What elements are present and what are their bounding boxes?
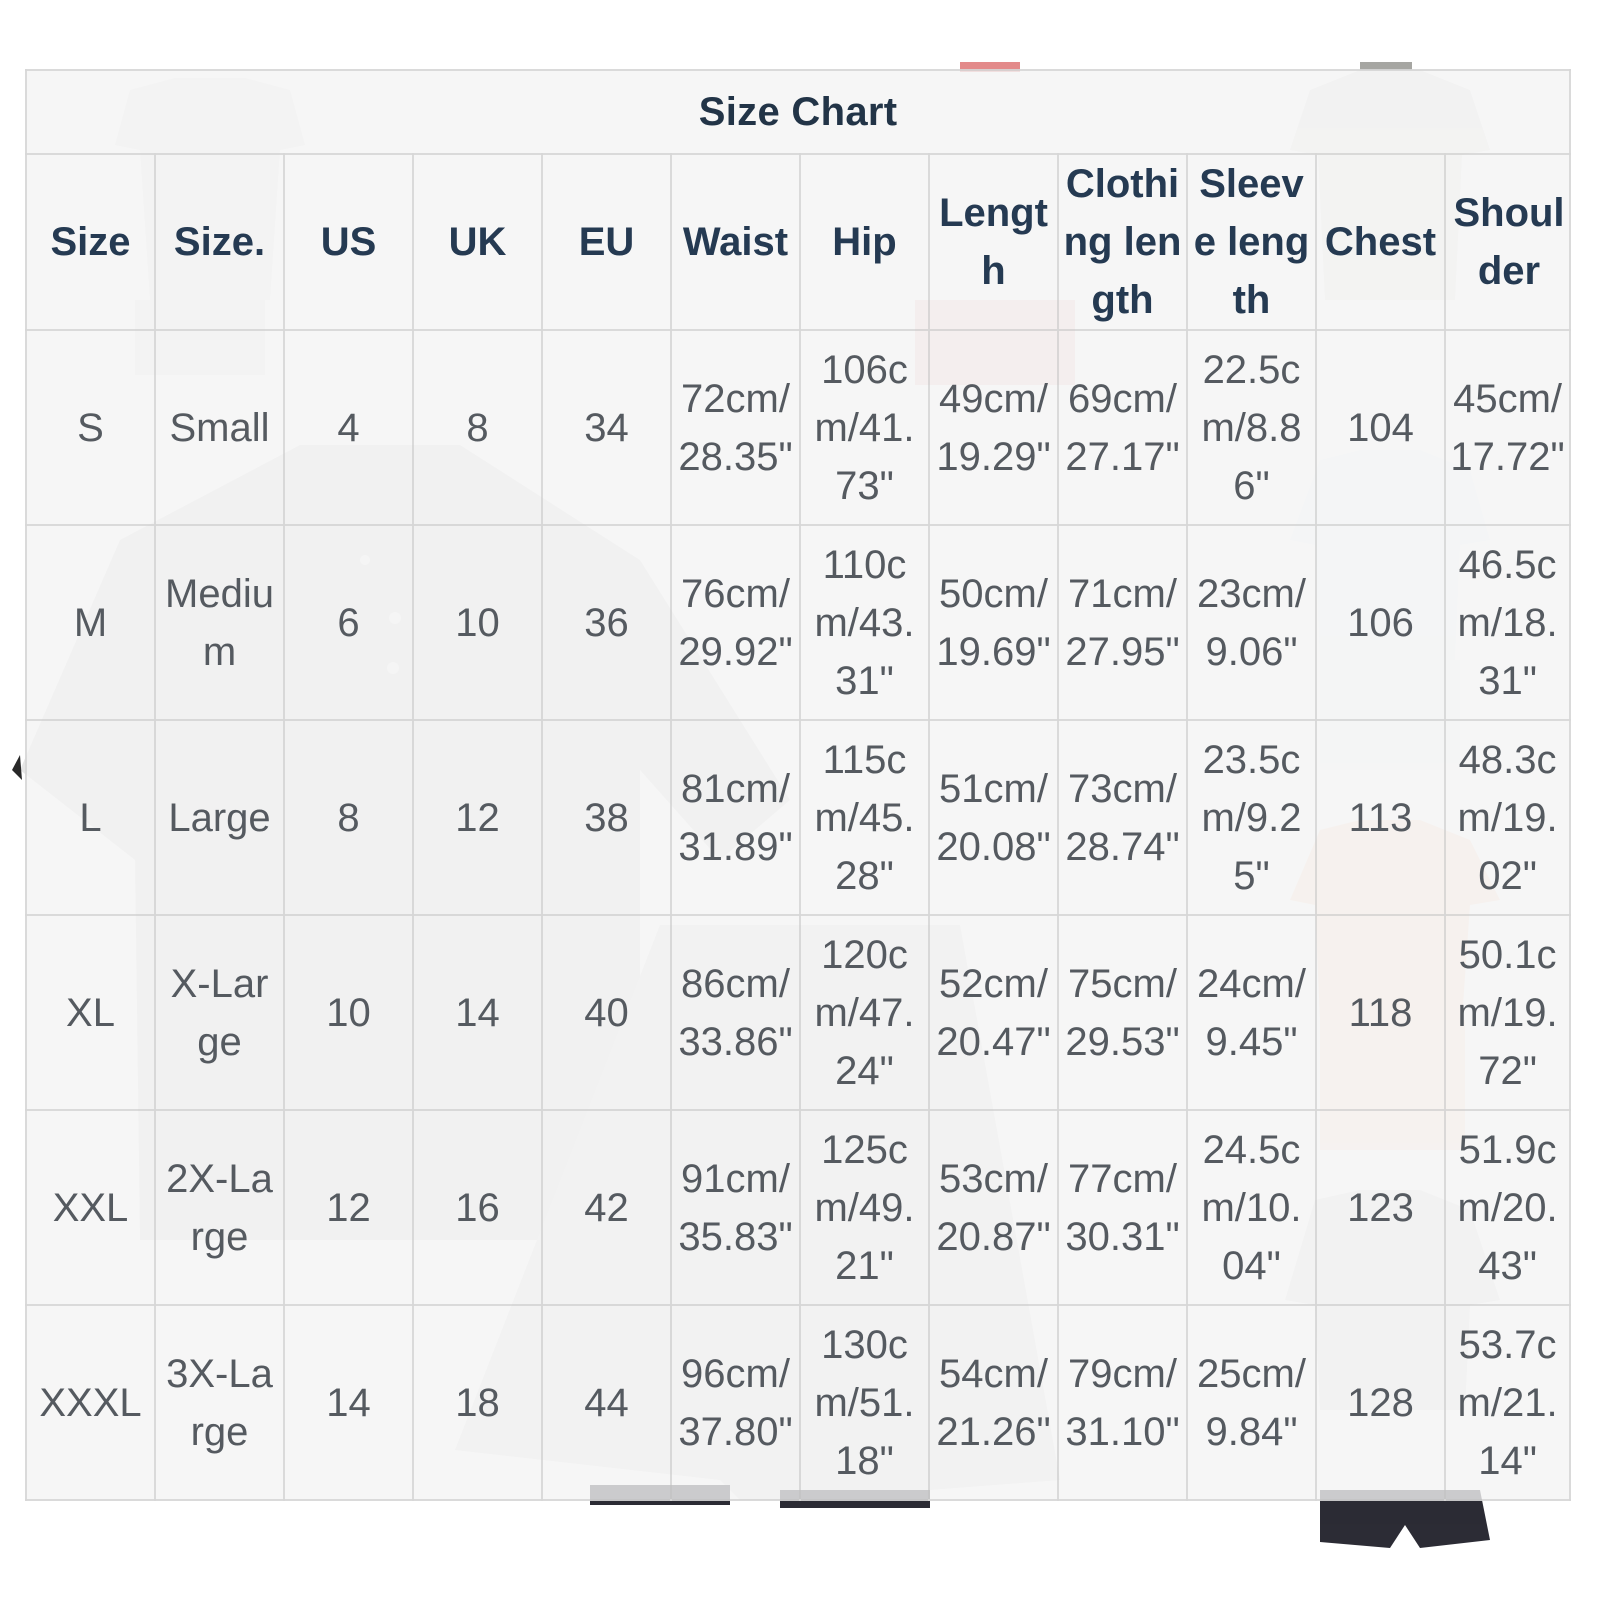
cell-value: 38 — [584, 795, 629, 840]
table-cell — [155, 1305, 284, 1500]
column-header — [542, 154, 671, 330]
size-chart-container — [25, 69, 1569, 1501]
column-header-label: Length — [939, 191, 1048, 293]
table-cell — [929, 330, 1058, 525]
cell-value: 106 — [1347, 600, 1414, 645]
cell-value: 128 — [1347, 1380, 1414, 1425]
table-cell — [800, 1110, 929, 1305]
cell-value: 36 — [584, 600, 629, 645]
table-cell — [1058, 1305, 1187, 1500]
column-header-label: US — [320, 220, 377, 264]
cell-value: 48.3cm/19.02" — [1457, 737, 1558, 898]
column-header — [284, 154, 413, 330]
table-cell — [800, 330, 929, 525]
column-header — [1316, 154, 1445, 330]
size-chart-table — [25, 69, 1571, 1501]
table-cell — [26, 1305, 155, 1500]
cell-value: 54cm/21.26" — [936, 1351, 1051, 1454]
column-header — [1187, 154, 1316, 330]
table-cell — [1445, 525, 1570, 720]
cell-value: 73cm/28.74" — [1065, 766, 1180, 869]
table-cell — [155, 720, 284, 915]
cell-value: 14 — [326, 1380, 371, 1425]
column-header-label: Sleeve length — [1193, 162, 1310, 322]
column-header-label: EU — [578, 220, 635, 264]
cell-value: 22.5cm/8.86" — [1201, 347, 1302, 508]
table-cell — [155, 1110, 284, 1305]
table-cell — [800, 1305, 929, 1500]
table-cell — [929, 525, 1058, 720]
table-cell — [671, 1305, 800, 1500]
table-cell — [1445, 1305, 1570, 1500]
cell-value: 49cm/19.29" — [936, 376, 1051, 479]
table-cell — [671, 525, 800, 720]
cell-value: 45cm/17.72" — [1450, 376, 1565, 479]
table-cell — [284, 1305, 413, 1500]
header-row — [26, 154, 1570, 330]
table-cell — [1187, 720, 1316, 915]
cell-value: 123 — [1347, 1185, 1414, 1230]
table-cell — [26, 915, 155, 1110]
table-cell — [1445, 720, 1570, 915]
table-cell — [1058, 330, 1187, 525]
column-header — [413, 154, 542, 330]
table-cell — [929, 720, 1058, 915]
table-cell — [800, 915, 929, 1110]
table-cell — [1187, 525, 1316, 720]
cell-value: 44 — [584, 1380, 629, 1425]
table-cell — [413, 720, 542, 915]
table-cell — [413, 1305, 542, 1500]
cell-value: 50.1cm/19.72" — [1457, 932, 1558, 1093]
table-cell — [1316, 330, 1445, 525]
table-cell — [542, 525, 671, 720]
cell-value: 34 — [584, 405, 629, 450]
table-cell — [1316, 720, 1445, 915]
cell-value: 16 — [455, 1185, 500, 1230]
table-cell — [413, 525, 542, 720]
cell-value: 115cm/45.28" — [814, 737, 915, 898]
cell-value: 96cm/37.80" — [678, 1351, 793, 1454]
table-row — [26, 330, 1570, 525]
cell-value: 53.7cm/21.14" — [1457, 1322, 1558, 1483]
cell-value: S — [77, 405, 104, 450]
table-cell — [542, 1305, 671, 1500]
table-cell — [26, 525, 155, 720]
column-header-label: Waist — [682, 220, 789, 264]
column-header-label: Size. — [173, 220, 266, 264]
table-cell — [929, 1305, 1058, 1500]
cell-value: 118 — [1348, 990, 1413, 1035]
cell-value: 3X-Large — [166, 1351, 273, 1454]
table-cell — [542, 915, 671, 1110]
table-cell — [284, 525, 413, 720]
cell-value: 52cm/20.47" — [936, 961, 1051, 1064]
table-cell — [26, 720, 155, 915]
table-cell — [1316, 915, 1445, 1110]
column-header-label: Shoulder — [1453, 191, 1565, 293]
column-header — [26, 154, 155, 330]
cell-value: 120cm/47.24" — [814, 932, 915, 1093]
cell-value: 24cm/9.45" — [1197, 961, 1306, 1064]
table-cell — [671, 915, 800, 1110]
cell-value: Large — [168, 795, 271, 840]
cell-value: XXXL — [39, 1380, 142, 1425]
table-cell — [671, 330, 800, 525]
column-header-label: Clothing length — [1063, 162, 1182, 322]
cell-value: 40 — [584, 990, 629, 1035]
table-row — [26, 1110, 1570, 1305]
table-cell — [155, 915, 284, 1110]
cell-value: 91cm/35.83" — [678, 1156, 793, 1259]
table-cell — [800, 720, 929, 915]
cell-value: XL — [66, 990, 115, 1035]
cell-value: 4 — [337, 405, 360, 450]
cell-value: 77cm/30.31" — [1065, 1156, 1180, 1259]
table-cell — [26, 1110, 155, 1305]
cell-value: 46.5cm/18.31" — [1457, 542, 1558, 703]
table-cell — [284, 330, 413, 525]
cell-value: 110cm/43.31" — [814, 542, 915, 703]
table-cell — [1058, 1110, 1187, 1305]
cell-value: 6 — [337, 600, 360, 645]
table-cell — [929, 1110, 1058, 1305]
table-cell — [1187, 1110, 1316, 1305]
cell-value: Small — [169, 405, 270, 450]
table-cell — [800, 525, 929, 720]
column-header-label: Size — [50, 220, 131, 264]
table-row — [26, 525, 1570, 720]
table-cell — [1187, 1305, 1316, 1500]
cell-value: 130cm/51.18" — [814, 1322, 915, 1483]
table-body — [26, 330, 1570, 1500]
cell-value: 8 — [466, 405, 489, 450]
table-cell — [155, 330, 284, 525]
cell-value: M — [73, 600, 108, 645]
table-row — [26, 1305, 1570, 1500]
cell-value: 23cm/9.06" — [1197, 571, 1306, 674]
table-cell — [413, 915, 542, 1110]
cell-value: 86cm/33.86" — [678, 961, 793, 1064]
cell-value: 76cm/29.92" — [678, 571, 793, 674]
table-cell — [26, 330, 155, 525]
column-header — [929, 154, 1058, 330]
table-cell — [284, 915, 413, 1110]
table-cell — [284, 720, 413, 915]
column-header — [800, 154, 929, 330]
table-cell — [671, 720, 800, 915]
cell-value: 23.5cm/9.25" — [1201, 737, 1302, 898]
cell-value: 25cm/9.84" — [1197, 1351, 1306, 1454]
table-row — [26, 915, 1570, 1110]
cell-value: L — [79, 795, 102, 840]
cell-value: 104 — [1347, 405, 1414, 450]
table-cell — [1058, 720, 1187, 915]
cell-value: 51cm/20.08" — [936, 766, 1051, 869]
table-cell — [1316, 525, 1445, 720]
cell-value: 51.9cm/20.43" — [1457, 1127, 1558, 1288]
table-cell — [413, 330, 542, 525]
table-cell — [1187, 915, 1316, 1110]
cell-value: 79cm/31.10" — [1065, 1351, 1180, 1454]
cell-value: 81cm/31.89" — [678, 766, 793, 869]
cell-value: 50cm/19.69" — [936, 571, 1051, 674]
table-cell — [1316, 1110, 1445, 1305]
table-cell — [155, 525, 284, 720]
cell-value: 113 — [1348, 795, 1413, 840]
cell-value: 10 — [455, 600, 500, 645]
chart-title: Size Chart — [26, 70, 1570, 154]
table-cell — [284, 1110, 413, 1305]
table-cell — [1316, 1305, 1445, 1500]
cell-value: 2X-Large — [166, 1156, 273, 1259]
column-header — [1058, 154, 1187, 330]
cell-value: 8 — [337, 795, 360, 840]
table-cell — [1058, 915, 1187, 1110]
cell-value: 14 — [455, 990, 500, 1035]
cell-value: 72cm/28.35" — [678, 376, 793, 479]
cell-value: 106cm/41.73" — [814, 347, 915, 508]
cell-value: 18 — [455, 1380, 500, 1425]
table-cell — [542, 720, 671, 915]
cell-value: X-Large — [170, 961, 269, 1064]
cell-value: 69cm/27.17" — [1065, 376, 1180, 479]
table-cell — [929, 915, 1058, 1110]
column-header — [1445, 154, 1570, 330]
table-cell — [1187, 330, 1316, 525]
column-header-label: Chest — [1324, 220, 1437, 264]
cell-value: 10 — [326, 990, 371, 1035]
table-cell — [671, 1110, 800, 1305]
column-header-label: Hip — [832, 220, 897, 264]
table-cell — [1445, 1110, 1570, 1305]
column-header — [671, 154, 800, 330]
cell-value: 75cm/29.53" — [1065, 961, 1180, 1064]
table-cell — [1445, 915, 1570, 1110]
table-cell — [542, 1110, 671, 1305]
cell-value: 71cm/27.95" — [1065, 571, 1180, 674]
table-row — [26, 720, 1570, 915]
column-header-label: UK — [448, 220, 507, 264]
cell-value: 12 — [455, 795, 500, 840]
table-cell — [413, 1110, 542, 1305]
table-cell — [542, 330, 671, 525]
table-cell — [1058, 525, 1187, 720]
cell-value: 24.5cm/10.04" — [1201, 1127, 1302, 1288]
column-header — [155, 154, 284, 330]
cell-value: 42 — [584, 1185, 629, 1230]
cell-value: XXL — [52, 1185, 129, 1230]
cell-value: Medium — [165, 571, 274, 674]
cell-value: 125cm/49.21" — [814, 1127, 915, 1288]
table-cell — [1445, 330, 1570, 525]
cell-value: 12 — [326, 1185, 371, 1230]
cell-value: 53cm/20.87" — [936, 1156, 1051, 1259]
